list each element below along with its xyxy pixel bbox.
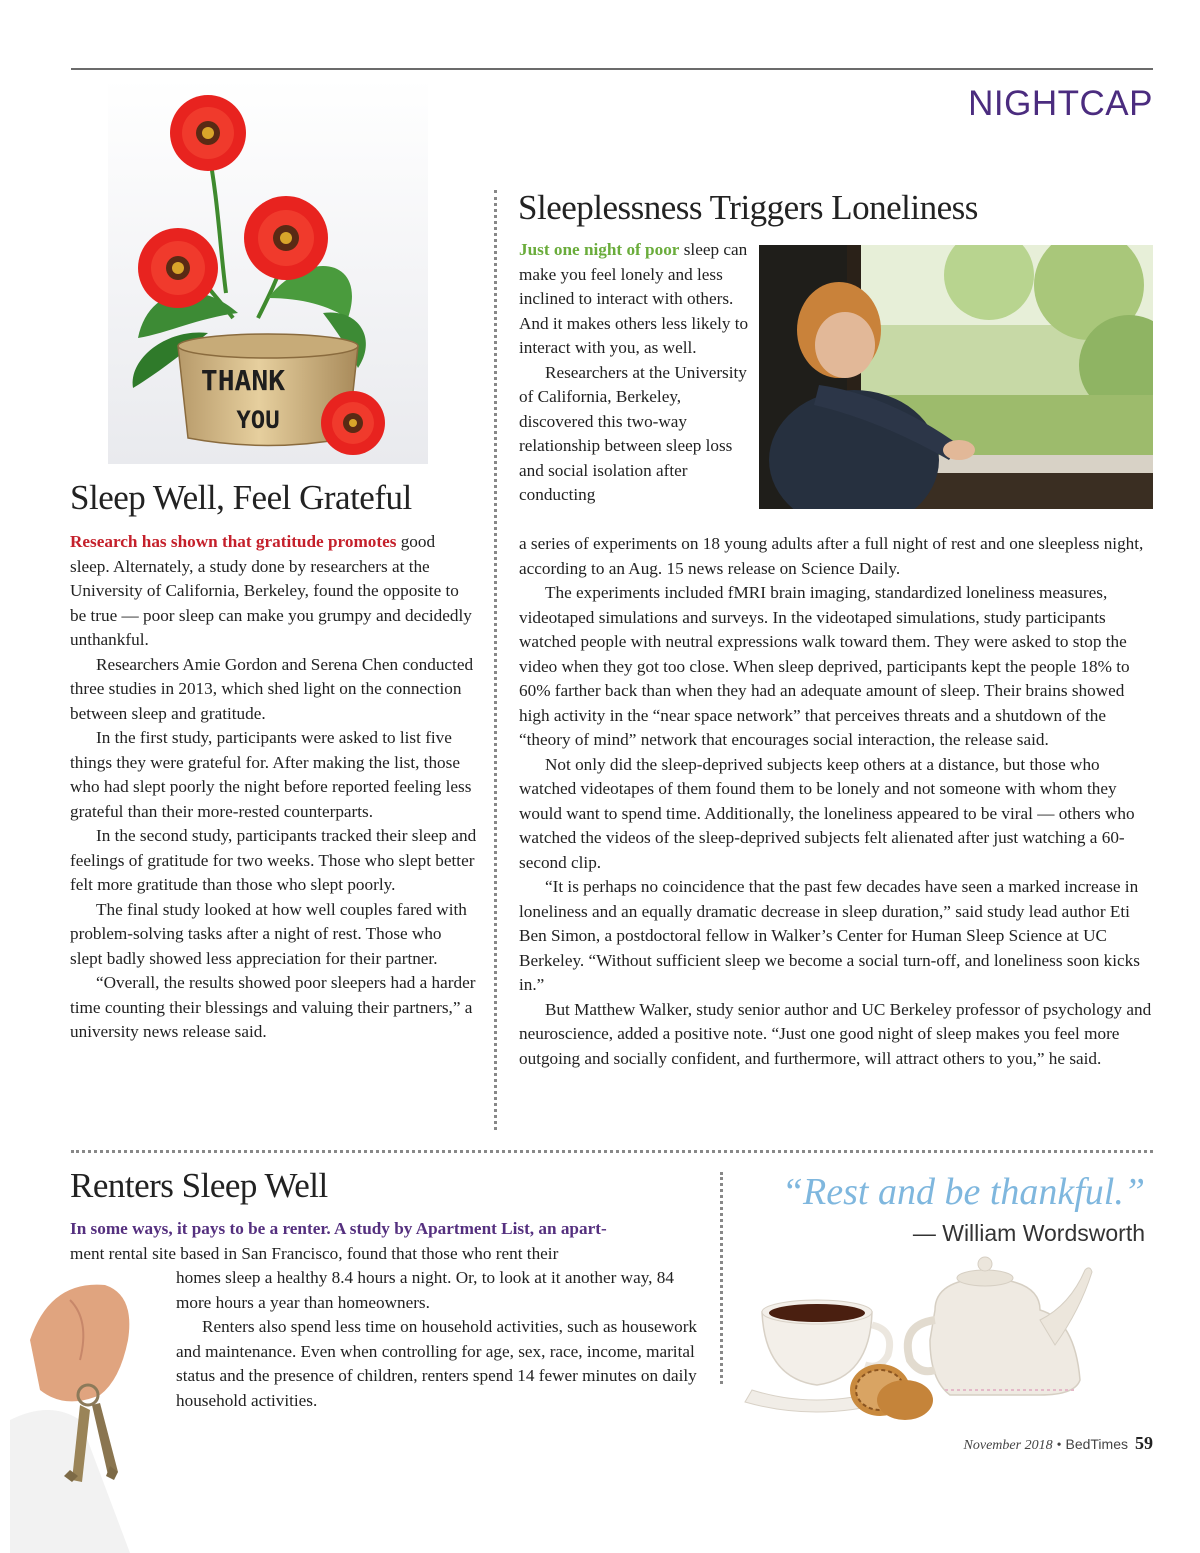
article1-p3: In the first study, participants were asked to list five things they were grateful for. After making the list, those who had slept poorly the night before reported feeling less grateful than their more-rested counterparts. [70, 728, 472, 821]
footer-separator: • [1056, 1438, 1062, 1453]
article1-headline: Sleep Well, Feel Grateful [70, 478, 412, 517]
pot-text-you: YOU [236, 406, 280, 434]
article1-lead: Research has shown that gratitude promotes [70, 532, 397, 551]
page-number: 59 [1135, 1433, 1153, 1453]
quote-attribution: — William Wordsworth [912, 1220, 1145, 1246]
article2-p2-cont: a series of experiments on 18 young adults after a full night of rest and one sleepless night, according to an Aug. 15 news release on Science Daily. [519, 534, 1144, 578]
article2-body-wide [519, 532, 1153, 1071]
article1-p5: The final study looked at how well couples fared with problem-solving tasks after a night of rest. Those who slept badly showed less appreciation for their partner. [70, 899, 467, 968]
gerbera-photo [108, 78, 428, 464]
article2-p3: The experiments included fMRI brain imaging, standardized loneliness measures, videotaped simulations and surveys. In the videotaped simulations, study participants watched people with neutral expressions walk toward them. They were asked to stop the video when they got too close. When sleep deprived, participants kept the people 18% to 60% farther back than when they had an adequate amount of sleep. Their brains showed high activity in the “near space network” that perceives threats and a shutdown of the “theory of mind” network that encourages social interaction, the release said. [519, 583, 1130, 749]
pot-text-thank: THANK [200, 364, 286, 397]
page-footer [964, 1433, 1153, 1454]
section-divider [71, 1150, 1153, 1153]
footer-issue: November 2018 [963, 1438, 1053, 1453]
article1-p1: good sleep. Alternately, a study done by researchers at the University of California, Berkeley, found the opposite to be true — poor sleep can make you grumpy and decidedly unthankful. [70, 532, 472, 649]
article2-p4: Not only did the sleep-deprived subjects keep others at a distance, but those who watched videotapes of them found them to be lonely and not someone with whom they would want to spend time. Additionally, the loneliness appeared to be viral — others who watched the videos of the sleep-deprived subjects felt alienated after just watching a 60-second clip. [519, 754, 1135, 872]
pull-quote: “Rest and be thankful.” [781, 1171, 1145, 1213]
article2-p5: “It is perhaps no coincidence that the past few decades have seen a marked increase in loneliness and an equally dramatic decrease in sleep duration,” said study lead author Eti Ben Simon, a postdoctoral fellow in Walker’s Center for Human Sleep Science at UC Berkeley. “Without sufficient sleep we become a social turn-off, and loneliness soon kicks in.” [519, 877, 1140, 994]
article3-body-top [70, 1217, 702, 1266]
article3-headline: Renters Sleep Well [70, 1166, 328, 1205]
flower-top [170, 95, 246, 171]
lonely-woman-illustration [759, 245, 1153, 509]
article2-lead: Just one night of poor [519, 240, 680, 259]
article1-body [70, 530, 477, 1045]
footer-magazine: BedTimes [1065, 1436, 1128, 1452]
gerbera-illustration [108, 78, 428, 464]
article2-p2: Researchers at the University of California, Berkeley, discovered this two-way relationship between sleep loss and social isolation after conducting [519, 362, 747, 504]
article1-p4: In the second study, participants tracked their sleep and feelings of gratitude for two weeks. Those who slept better felt more gratitude than those who slept poorly. [70, 826, 477, 894]
article2-p6: But Matthew Walker, study senior author and UC Berkeley professor of psychology and neuroscience, added a positive note. “Just one good night of sleep makes you feel more outgoing and socially confident, and furthermore, will attract others to you,” he said. [519, 999, 1152, 1068]
hand-keys-illustration [10, 1270, 170, 1553]
article2-body-narrow [519, 238, 754, 508]
flower-bottom [321, 391, 385, 455]
article1-p6: “Overall, the results showed poor sleepers had a harder time counting their blessings and valuing their partners,” a university news release said. [70, 973, 476, 1041]
article1-p2: Researchers Amie Gordon and Serena Chen conducted three studies in 2013, which shed light on the connection between sleep and gratitude. [70, 654, 474, 723]
article3-p2: Renters also spend less time on household activities, such as housework and maintenance. Even when controlling for age, sex, race, income, marital status and the presence of children, renters spend 14 fewer minutes on daily household activities. [176, 1317, 698, 1410]
lower-column-divider [720, 1172, 723, 1384]
flower-right [244, 196, 328, 280]
hand-keys-photo [10, 1270, 170, 1553]
section-title: NIGHTCAP [968, 84, 1153, 123]
article2-headline: Sleeplessness Triggers Loneliness [518, 188, 978, 227]
teapot-photo [740, 1250, 1095, 1420]
article3-p1b: homes sleep a healthy 8.4 hours a night. Or, to look at it another way, 84 more hours a year than homeowners. [176, 1268, 674, 1312]
column-divider [494, 190, 497, 1130]
article3-body-indented [176, 1266, 702, 1413]
article3-p1a: ment rental site based in San Francisco, found that those who rent their [70, 1243, 559, 1263]
flower-left [138, 228, 218, 308]
teapot-illustration [740, 1250, 1095, 1420]
article2-p1: sleep can make you feel lonely and less inclined to interact with others. And it makes others less likely to interact with you, as well. [519, 240, 749, 357]
top-rule [71, 68, 1153, 70]
lonely-woman-photo [759, 245, 1153, 509]
article3-lead: In some ways, it pays to be a renter. A study by Apartment List, an apart- [70, 1219, 607, 1238]
